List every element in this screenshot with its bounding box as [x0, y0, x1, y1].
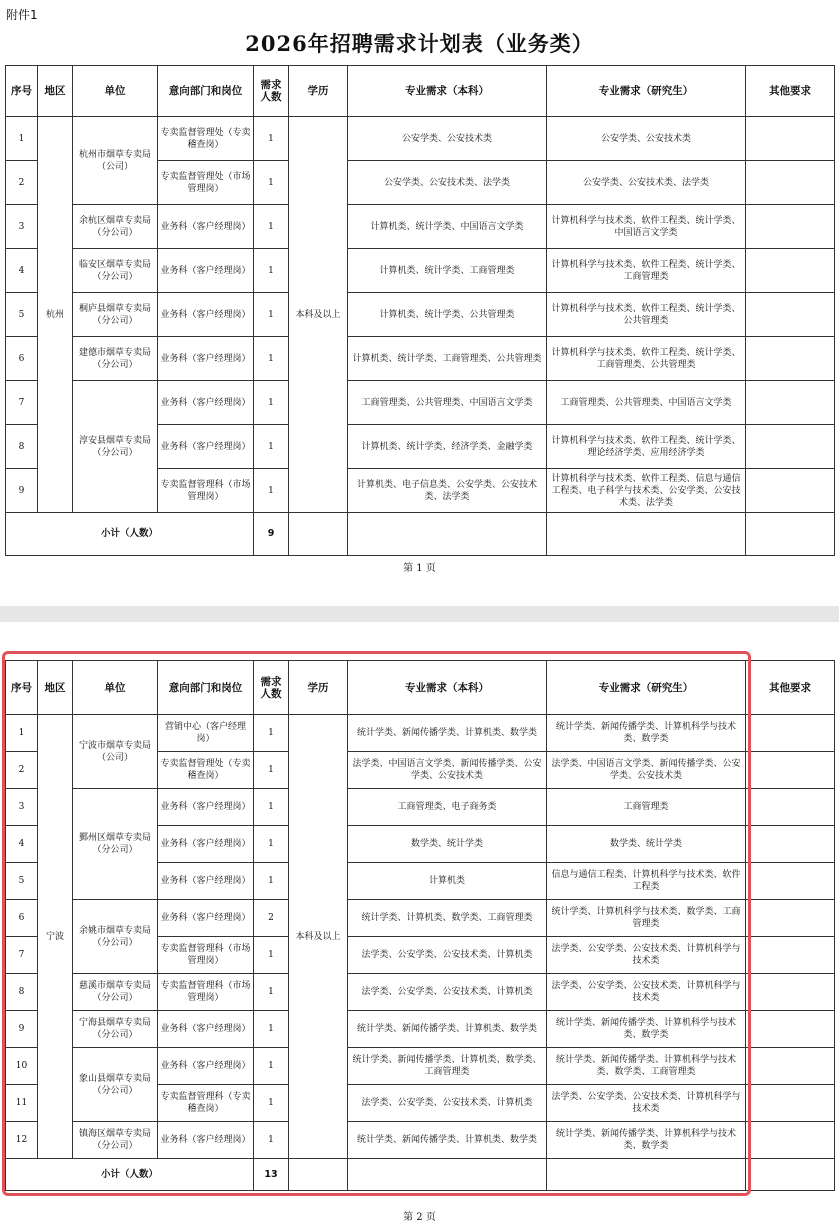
count-cell: 1 — [254, 249, 289, 293]
other-cell — [746, 863, 835, 900]
major-pg-cell: 法学类、公安学类、公安技术类、计算机科学与技术类 — [547, 974, 746, 1011]
major-pg-cell: 法学类、中国语言文学类、新闻传播学类、公安学类、公安技术类 — [547, 752, 746, 789]
table-row — [6, 1122, 835, 1159]
other-cell — [746, 1048, 835, 1085]
table-row — [6, 1011, 835, 1048]
count-cell: 1 — [254, 789, 289, 826]
other-cell — [746, 900, 835, 937]
dept-cell: 业务科（客户经理岗） — [158, 205, 254, 249]
row-no: 12 — [6, 1122, 38, 1159]
row-no: 7 — [6, 937, 38, 974]
dept-cell: 专卖监督管理科（市场管理岗） — [158, 974, 254, 1011]
row-no: 10 — [6, 1048, 38, 1085]
subtotal-value: 9 — [254, 513, 289, 556]
recruitment-table-page-2 — [5, 660, 835, 1191]
row-no: 1 — [6, 117, 38, 161]
row-no: 2 — [6, 161, 38, 205]
row-no: 5 — [6, 863, 38, 900]
row-no: 8 — [6, 974, 38, 1011]
dept-cell: 专卖监督管理科（专卖稽查岗） — [158, 1085, 254, 1122]
table-row — [6, 293, 835, 337]
major-ug-cell: 数学类、统计学类 — [348, 826, 547, 863]
dept-cell: 营销中心（客户经理岗） — [158, 715, 254, 752]
major-ug-cell: 计算机类、统计学类、工商管理类、公共管理类 — [348, 337, 547, 381]
empty-cell — [746, 513, 835, 556]
other-cell — [746, 249, 835, 293]
other-cell — [746, 425, 835, 469]
major-ug-cell: 公安学类、公安技术类、法学类 — [348, 161, 547, 205]
other-cell — [746, 161, 835, 205]
other-cell — [746, 469, 835, 513]
col-header-major-pg: 专业需求（研究生） — [547, 66, 746, 117]
subtotal-row — [6, 513, 835, 556]
major-pg-cell: 计算机科学与技术类、软件工程类、统计学类、工商管理类 — [547, 249, 746, 293]
table-row — [6, 900, 835, 937]
col-header-no: 序号 — [6, 66, 38, 117]
empty-cell — [746, 1159, 835, 1191]
col-header-edu: 学历 — [289, 66, 348, 117]
major-pg-cell: 统计学类、新闻传播学类、计算机科学与技术类、数学类、工商管理类 — [547, 1048, 746, 1085]
recruitment-table-page-1 — [5, 65, 835, 556]
table-row — [6, 1048, 835, 1085]
count-cell: 1 — [254, 974, 289, 1011]
dept-cell: 业务科（客户经理岗） — [158, 1011, 254, 1048]
row-no: 4 — [6, 249, 38, 293]
major-ug-cell: 统计学类、新闻传播学类、计算机类、数学类 — [348, 1011, 547, 1048]
count-cell: 1 — [254, 1085, 289, 1122]
row-no: 4 — [6, 826, 38, 863]
count-cell: 2 — [254, 900, 289, 937]
col-header-count: 需求 人数 — [254, 66, 289, 117]
subtotal-value: 13 — [254, 1159, 289, 1191]
col-header-dept: 意向部门和岗位 — [158, 66, 254, 117]
col-header-dept: 意向部门和岗位 — [158, 661, 254, 715]
major-pg-cell: 计算机科学与技术类、软件工程类、统计学类、工商管理类、公共管理类 — [547, 337, 746, 381]
subtotal-label: 小计（人数） — [6, 1159, 254, 1191]
other-cell — [746, 715, 835, 752]
major-ug-cell: 公安学类、公安技术类 — [348, 117, 547, 161]
page-title: 2026年招聘需求计划表（业务类） — [245, 31, 594, 56]
page-number: 第 1 页 — [403, 563, 436, 574]
unit-cell: 鄞州区烟草专卖局（分公司） — [73, 789, 158, 900]
major-ug-cell: 计算机类、电子信息类、公安学类、公安技术类、法学类 — [348, 469, 547, 513]
count-cell: 1 — [254, 1011, 289, 1048]
col-header-unit: 单位 — [73, 661, 158, 715]
attachment-label: 附件1 — [6, 8, 38, 22]
major-ug-cell: 统计学类、新闻传播学类、计算机类、数学类、工商管理类 — [348, 1048, 547, 1085]
unit-cell: 杭州市烟草专卖局（公司） — [73, 117, 158, 205]
major-pg-cell: 信息与通信工程类、计算机科学与技术类、软件工程类 — [547, 863, 746, 900]
count-cell: 1 — [254, 1048, 289, 1085]
other-cell — [746, 826, 835, 863]
major-pg-cell: 工商管理类 — [547, 789, 746, 826]
table-row — [6, 117, 835, 161]
empty-cell — [289, 1159, 348, 1191]
dept-cell: 业务科（客户经理岗） — [158, 425, 254, 469]
dept-cell: 专卖监督管理科（市场管理岗） — [158, 469, 254, 513]
col-header-edu: 学历 — [289, 661, 348, 715]
other-cell — [746, 1011, 835, 1048]
empty-cell — [348, 513, 547, 556]
major-ug-cell: 计算机类、统计学类、工商管理类 — [348, 249, 547, 293]
unit-cell: 宁海县烟草专卖局（分公司） — [73, 1011, 158, 1048]
col-header-region: 地区 — [38, 661, 73, 715]
unit-cell: 建德市烟草专卖局（分公司） — [73, 337, 158, 381]
count-cell: 1 — [254, 715, 289, 752]
count-cell: 1 — [254, 293, 289, 337]
empty-cell — [348, 1159, 547, 1191]
major-ug-cell: 统计学类、新闻传播学类、计算机类、数学类 — [348, 1122, 547, 1159]
row-no: 3 — [6, 205, 38, 249]
major-ug-cell: 统计学类、计算机类、数学类、工商管理类 — [348, 900, 547, 937]
dept-cell: 专卖监督管理处（专卖稽查岗） — [158, 117, 254, 161]
major-pg-cell: 统计学类、计算机科学与技术类、数学类、工商管理类 — [547, 900, 746, 937]
major-ug-cell: 统计学类、新闻传播学类、计算机类、数学类 — [348, 715, 547, 752]
table-row — [6, 249, 835, 293]
other-cell — [746, 205, 835, 249]
col-header-major-pg: 专业需求（研究生） — [547, 661, 746, 715]
page-number: 第 2 页 — [403, 1212, 436, 1223]
col-header-region: 地区 — [38, 66, 73, 117]
unit-cell: 淳安县烟草专卖局（分公司） — [73, 381, 158, 513]
table-row — [6, 205, 835, 249]
major-pg-cell: 计算机科学与技术类、软件工程类、统计学类、中国语言文学类 — [547, 205, 746, 249]
table-row — [6, 974, 835, 1011]
major-pg-cell: 工商管理类、公共管理类、中国语言文学类 — [547, 381, 746, 425]
dept-cell: 专卖监督管理处（专卖稽查岗） — [158, 752, 254, 789]
row-no: 2 — [6, 752, 38, 789]
major-pg-cell: 公安学类、公安技术类 — [547, 117, 746, 161]
unit-cell: 桐庐县烟草专卖局（分公司） — [73, 293, 158, 337]
row-no: 11 — [6, 1085, 38, 1122]
other-cell — [746, 937, 835, 974]
major-pg-cell: 计算机科学与技术类、软件工程类、统计学类、公共管理类 — [547, 293, 746, 337]
major-pg-cell: 统计学类、新闻传播学类、计算机科学与技术类、数学类 — [547, 1011, 746, 1048]
col-header-count: 需求 人数 — [254, 661, 289, 715]
dept-cell: 专卖监督管理科（市场管理岗） — [158, 937, 254, 974]
unit-cell: 宁波市烟草专卖局（公司） — [73, 715, 158, 789]
dept-cell: 业务科（客户经理岗） — [158, 381, 254, 425]
other-cell — [746, 1122, 835, 1159]
unit-cell: 慈溪市烟草专卖局（分公司） — [73, 974, 158, 1011]
other-cell — [746, 337, 835, 381]
dept-cell: 业务科（客户经理岗） — [158, 249, 254, 293]
row-no: 8 — [6, 425, 38, 469]
count-cell: 1 — [254, 381, 289, 425]
row-no: 6 — [6, 900, 38, 937]
major-ug-cell: 法学类、中国语言文学类、新闻传播学类、公安学类、公安技术类 — [348, 752, 547, 789]
subtotal-label: 小计（人数） — [6, 513, 254, 556]
major-ug-cell: 工商管理类、电子商务类 — [348, 789, 547, 826]
dept-cell: 专卖监督管理处（市场管理岗） — [158, 161, 254, 205]
major-ug-cell: 法学类、公安学类、公安技术类、计算机类 — [348, 937, 547, 974]
other-cell — [746, 789, 835, 826]
empty-cell — [289, 513, 348, 556]
major-ug-cell: 计算机类、统计学类、中国语言文学类 — [348, 205, 547, 249]
major-ug-cell: 工商管理类、公共管理类、中国语言文学类 — [348, 381, 547, 425]
count-cell: 1 — [254, 826, 289, 863]
table-row — [6, 381, 835, 425]
row-no: 7 — [6, 381, 38, 425]
other-cell — [746, 752, 835, 789]
count-cell: 1 — [254, 161, 289, 205]
dept-cell: 业务科（客户经理岗） — [158, 863, 254, 900]
dept-cell: 业务科（客户经理岗） — [158, 1048, 254, 1085]
table-header-row — [6, 66, 835, 117]
major-pg-cell: 统计学类、新闻传播学类、计算机科学与技术类、数学类 — [547, 715, 746, 752]
major-pg-cell: 公安学类、公安技术类、法学类 — [547, 161, 746, 205]
dept-cell: 业务科（客户经理岗） — [158, 337, 254, 381]
major-pg-cell: 计算机科学与技术类、软件工程类、统计学类、理论经济学类、应用经济学类 — [547, 425, 746, 469]
count-cell: 1 — [254, 752, 289, 789]
table-row — [6, 715, 835, 752]
col-header-unit: 单位 — [73, 66, 158, 117]
dept-cell: 业务科（客户经理岗） — [158, 900, 254, 937]
education-cell: 本科及以上 — [289, 117, 348, 513]
education-cell: 本科及以上 — [289, 715, 348, 1159]
dept-cell: 业务科（客户经理岗） — [158, 1122, 254, 1159]
unit-cell: 余姚市烟草专卖局（分公司） — [73, 900, 158, 974]
table-header-row — [6, 661, 835, 715]
unit-cell: 象山县烟草专卖局（分公司） — [73, 1048, 158, 1122]
major-ug-cell: 计算机类、统计学类、公共管理类 — [348, 293, 547, 337]
subtotal-row — [6, 1159, 835, 1191]
empty-cell — [547, 513, 746, 556]
other-cell — [746, 974, 835, 1011]
table-row — [6, 337, 835, 381]
major-pg-cell: 法学类、公安学类、公安技术类、计算机科学与技术类 — [547, 1085, 746, 1122]
col-header-no: 序号 — [6, 661, 38, 715]
major-ug-cell: 法学类、公安学类、公安技术类、计算机类 — [348, 1085, 547, 1122]
dept-cell: 业务科（客户经理岗） — [158, 826, 254, 863]
dept-cell: 业务科（客户经理岗） — [158, 293, 254, 337]
other-cell — [746, 117, 835, 161]
other-cell — [746, 1085, 835, 1122]
col-header-major-ug: 专业需求（本科） — [348, 66, 547, 117]
col-header-major-ug: 专业需求（本科） — [348, 661, 547, 715]
col-header-other: 其他要求 — [746, 661, 835, 715]
row-no: 1 — [6, 715, 38, 752]
major-pg-cell: 数学类、统计学类 — [547, 826, 746, 863]
count-cell: 1 — [254, 205, 289, 249]
document-page-2 — [0, 622, 839, 1229]
unit-cell: 镇海区烟草专卖局（分公司） — [73, 1122, 158, 1159]
major-ug-cell: 计算机类、统计学类、经济学类、金融学类 — [348, 425, 547, 469]
major-pg-cell: 计算机科学与技术类、软件工程类、信息与通信工程类、电子科学与技术类、公安学类、公安技术类、法学类 — [547, 469, 746, 513]
major-ug-cell: 法学类、公安学类、公安技术类、计算机类 — [348, 974, 547, 1011]
major-pg-cell: 统计学类、新闻传播学类、计算机科学与技术类、数学类 — [547, 1122, 746, 1159]
count-cell: 1 — [254, 337, 289, 381]
other-cell — [746, 293, 835, 337]
count-cell: 1 — [254, 937, 289, 974]
unit-cell: 临安区烟草专卖局（分公司） — [73, 249, 158, 293]
row-no: 9 — [6, 1011, 38, 1048]
col-header-other: 其他要求 — [746, 66, 835, 117]
dept-cell: 业务科（客户经理岗） — [158, 789, 254, 826]
region-cell: 杭州 — [38, 117, 73, 513]
count-cell: 1 — [254, 425, 289, 469]
count-cell: 1 — [254, 1122, 289, 1159]
table-row — [6, 789, 835, 826]
count-cell: 1 — [254, 863, 289, 900]
major-ug-cell: 计算机类 — [348, 863, 547, 900]
other-cell — [746, 381, 835, 425]
row-no: 5 — [6, 293, 38, 337]
count-cell: 1 — [254, 117, 289, 161]
region-cell: 宁波 — [38, 715, 73, 1159]
major-pg-cell: 法学类、公安学类、公安技术类、计算机科学与技术类 — [547, 937, 746, 974]
row-no: 6 — [6, 337, 38, 381]
row-no: 3 — [6, 789, 38, 826]
unit-cell: 余杭区烟草专卖局（分公司） — [73, 205, 158, 249]
row-no: 9 — [6, 469, 38, 513]
count-cell: 1 — [254, 469, 289, 513]
empty-cell — [547, 1159, 746, 1191]
document-page-1 — [0, 0, 839, 606]
